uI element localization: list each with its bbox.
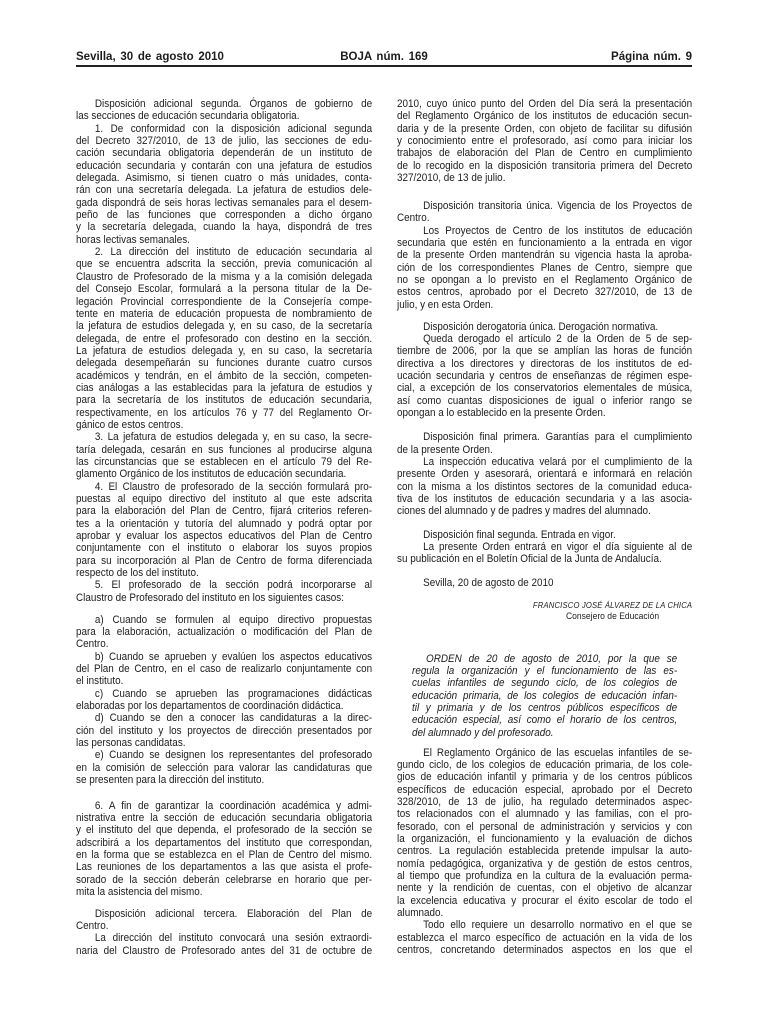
text-line: adscribirá a los departamentos del instituto que correspondan, [76,836,373,849]
text-line: cias análogas a las establecidas para la jefatura de estudios y [76,381,373,394]
list-item-case-b [76,651,372,688]
text-line: en la comisión de selección para valorar las candidaturas que [76,761,373,774]
text-line: directiva a los directores y directoras de los institutos de ed- [397,357,693,370]
text-line: d) Cuando se den a conocer las candidaturas a la direc- [94,712,373,725]
text-line: Disposición transitoria única. Vigencia de los Proyectos de [423,199,693,212]
paragraph-point-5 [76,579,372,604]
text-line: respecto de los del instituto. [76,567,199,580]
text-line: Los Proyectos de Centro de los institutos de educación [423,224,693,237]
text-line: delegada, de entre el profesorado con destino en la sección. [76,332,373,345]
paragraph-adicional-tercera [76,932,372,957]
text-line: en la forma que se establezca en el Plan de Centro del mismo. [76,848,373,861]
text-line: peño de las funciones que corresponden a dicho órgano [76,209,373,222]
text-line: delegada. Asimismo, si tienen cuatro o más unidades, conta- [76,172,373,185]
place-and-date [397,577,692,589]
text-line: y conocimiento entre el profesorado, así como para iniciar los [397,135,693,148]
text-line: para su incorporación al Plan de Centro de forma diferenciada [76,554,373,567]
text-line: El Reglamento Orgánico de las escuelas infantiles de se- [423,746,693,759]
text-line: julio, y en esta Orden. [397,298,494,311]
text-line: puestas al equipo directivo del instituto al que este adscrita [76,493,373,505]
text-line: así como cuantas disposiciones de igual o inferior rango se [397,394,693,407]
heading-disposicion-final-primera [397,431,692,456]
text-line: 4. El Claustro de profesorado de la sección formulará pro- [94,480,373,493]
text-line: b) Cuando se aprueben y evalúen los aspectos educativos [94,650,373,663]
heading-disposicion-derogatoria [397,321,692,333]
text-line: til y primaria y de los centros públicos específicos de [412,701,678,714]
text-line: nomía pedagógica, organizativa y de gestión de estos centros, [397,857,693,870]
list-item-case-c [76,688,372,713]
text-line: Queda derogado el artículo 2 de la Orden de 5 de sep- [423,332,693,345]
text-line: 6. A fin de garantizar la coordinación académica y admi- [94,799,373,812]
heading-disposicion-transitoria [397,200,692,225]
text-line: establezca el marco específico de actuación en la vida de los [397,931,693,944]
text-line: se presenten para la dirección del instituto. [76,774,265,787]
text-line: tiva de los institutos de educación secundaria y a las asocia- [397,493,693,506]
text-line: La dirección del instituto convocará una sesión extraordi- [94,932,373,945]
text-line: aprobar y evaluar los aspectos educativos del Plan de Centro [76,530,373,543]
text-line: la organización, el funcionamiento y la evaluación de dichos [397,832,693,845]
text-line: regula la organización y el funcionamiento de las es- [412,664,678,677]
paragraph-order-preamble-1 [397,747,692,920]
heading-disposicion-adicional-segunda [76,98,372,123]
text-line: gada dispondrá de seis horas lectivas semanales para el desem- [76,196,373,209]
text-line: el instituto. [76,675,124,688]
text-line: Centro. [76,919,109,932]
header-rule [76,65,692,67]
text-line: La presente Orden entrará en vigor el día siguiente al de [423,541,693,554]
text-line: horas lectivas semanales. [76,233,190,246]
text-line: las secciones de educación secundaria obligatoria. [76,110,300,123]
text-line: Las reuniones de los departamentos a las que asista el profe- [76,861,373,874]
paragraph-point-1 [76,123,372,246]
text-line: ción de los correspondientes Planes de Centro, siempre que [397,261,693,274]
text-line: tes a la orientación y tutoría del alumnado y podrá optar por [76,517,373,530]
text-line: ción del instituto y los proyectos de dirección presentados por [76,724,373,737]
text-line: específicos de educación especial, aprobado por el Decreto [397,783,693,796]
text-line: del Decreto 327/2010, de 13 de julio, las secciones de edu- [76,135,373,148]
heading-disposicion-final-segunda [397,529,692,541]
order-title [412,653,677,739]
signature [533,599,692,623]
text-line: cuelas infantiles de segundo ciclo, de los colegios de [412,677,678,690]
text-line: de la presente Orden mantendrán su vigencia hasta la aproba- [397,249,693,262]
text-line: Centro. [397,212,430,225]
text-line: 5. El profesorado de la sección podrá incorporarse al [94,579,373,592]
text-line: centros. La regulación establecida pretende impulsar la auto- [397,845,693,858]
text-line: su publicación en el Boletín Oficial de la Junta de Andalucía. [397,553,662,566]
paragraph-point-3 [76,431,372,480]
text-line: Claustro de Profesorado del instituto en los siguientes casos: [76,591,345,604]
text-line: ucación secundaria y centros de enseñanzas de régimen espe- [397,370,693,383]
text-line: cación secundaria obligatoria dependerán de un instituto de [76,147,373,160]
text-line: trabajos de elaboración del Plan de Centro en cumplimiento [397,147,693,160]
text-line: gundo ciclo, de los colegios de educación primaria, de los cole- [397,758,693,771]
text-line: educación primaria, de los colegios de educación infan- [412,689,678,702]
signatory-title: Consejero de Educación [565,610,660,622]
text-line: daria y de la presente Orden, con objeto de facilitar su difusión [397,122,693,135]
text-line: gánico de estos centros. [76,418,184,431]
text-line: delegada desempeñarán su funciones durante cuatro cursos [76,357,373,370]
text-line: no se opongan a lo previsto en el Reglamento Orgánico de [397,273,693,286]
paragraph-point-4 [76,481,372,580]
text-line: elaboradas por los departamentos de coordinación didáctica. [76,700,344,713]
header-bulletin-number: BOJA núm. 169 [340,51,428,63]
text-line: sorado de la sección deberán celebrarse en horario que per- [76,873,373,886]
text-line: ciones del alumnado y de padres y madres del alumnado. [397,505,651,518]
text-line: del Reglamento Orgánico de los institutos de educación secun- [397,110,693,123]
list-item-case-d [76,712,372,749]
text-line: e) Cuando se designen los representantes del profesorado [94,749,373,762]
text-line: Centro. [76,638,109,651]
text-line: académicos y tendrán, en el ámbito de la sección, competen- [76,369,373,382]
text-line: cial, a excepción de los conservatorios elementales de música, [397,382,693,395]
text-line: para la elaboración del Plan de Centro, fijará criterios referen- [76,505,373,518]
left-column [76,98,372,957]
place-date-line: Sevilla, 20 de agosto de 2010 [423,576,554,589]
text-line: alumnado. [397,906,444,919]
text-line: del alumnado y del profesorado. [412,726,554,739]
text-line: Disposición derogatoria única. Derogación normativa. [423,320,659,333]
text-line: Disposición adicional segunda. Órganos de gobierno de [94,98,373,110]
text-line: educación secundaria y contarán con una jefatura de estudios [76,159,373,172]
text-line: de lo recogido en la disposición transitoria primera del Decreto [397,159,693,172]
paragraph-order-preamble-2 [397,919,692,956]
list-item-case-e [76,749,372,786]
text-line: conjuntamente con el instituto o elaborar los suyos propios [76,542,373,555]
text-line: estos centros, aprobado por el Decreto 327/2010, de 13 de [397,286,693,299]
text-line: a) Cuando se formulen al equipo directivo propuestas [94,613,373,626]
text-line: 1. De conformidad con la disposición adicional segunda [94,122,373,135]
text-line: del Plan de Centro, en el caso de realizarlo conjuntamente con [76,663,373,676]
text-line: al tiempo que profundiza en la cultura de la evaluación perma- [397,869,693,882]
paragraph-final-segunda [397,541,692,566]
text-line: Disposición final primera. Garantías para el cumplimiento [423,431,693,444]
text-line: nente y la rendición de cuentas, con el objetivo de alcanzar [397,882,693,895]
paragraph-transitoria [397,225,692,311]
text-line: con la misma a los distintos sectores de la comunidad educa- [397,480,693,493]
text-line: del Consejo Escolar, formulará a la persona titular de la De- [76,283,373,296]
text-line: 2. La dirección del instituto de educación secundaria al [94,246,373,259]
text-line: legación Provincial correspondiente de la Consejería compe- [76,295,373,308]
text-line: 327/2010, de 13 de julio. [397,172,506,185]
right-column [397,98,692,956]
text-line: las personas candidatas. [76,737,186,750]
paragraph-final-primera [397,456,692,518]
text-line: tente en materia de educación propuesta de nombramiento de [76,307,373,320]
text-line: Claustro de Profesorado de la misma y a la comisión delegada [76,270,373,283]
text-line: centros, concretando determinados aspectos en los que el [397,944,693,956]
text-line: secundaria que estén en funcionamiento a la entrada en vigor [397,236,693,249]
paragraph-adicional-tercera-continued [397,98,692,184]
text-line: ORDEN de 20 de agosto de 2010, por la que se [426,652,678,665]
text-line: para la secretaría de los institutos de educación secundaria, [76,394,373,407]
text-line: que se encuentra adscrita la sección, previa comunicación al [76,258,373,271]
text-line: rán con una secretaría delegada. La jefatura de estudios dele- [76,184,373,197]
text-line: las circunstancias que se establecen en el artículo 79 del Re- [76,455,373,468]
paragraph-point-2 [76,246,372,431]
text-line: fesorado, con el personal de administración y servicios y con [397,820,693,833]
text-line: tos relacionados con el alumnado y las familias, con el pro- [397,808,693,821]
text-line: gios de educación infantil y primaria y de los centros públicos [397,771,693,784]
text-line: y el instituto del que dependa, el profesorado de la sección se [76,824,373,837]
text-line: Todo ello requiere un desarrollo normativo en el que se [423,919,693,932]
text-line: la jefatura de estudios delegada y, en su caso, de la secretaría [76,320,373,333]
text-line: 3. La jefatura de estudios delegada y, en su caso, la secre- [94,431,373,444]
text-line: nistrativa entre la sección de educación secundaria obligatoria [76,811,373,824]
text-line: taría delegada, cesarán en sus funciones al producirse alguna [76,443,373,456]
text-line: 2010, cuyo único punto del Orden del Día será la presentación [397,98,693,110]
signatory-name: FRANCISCO JOSÉ ÁLVAREZ DE LA CHICA [532,599,693,610]
text-line: respectivamente, en los artículos 76 y 77 del Reglamento Or- [76,406,373,419]
signature-block [397,599,692,623]
text-line: Disposición final segunda. Entrada en vigor. [423,528,616,541]
text-line: Disposición adicional tercera. Elaboración del Plan de [94,907,373,920]
text-line: opongan a lo establecido en la presente Orden. [397,407,606,420]
text-line: tiembre de 2006, por la que se amplían las horas de función [397,345,693,358]
heading-disposicion-adicional-tercera [76,908,372,933]
paragraph-point-6 [76,800,372,899]
text-line: para la elaboración, actualización o modificación del Plan de [76,626,373,639]
paragraph-derogatoria [397,333,692,419]
text-line: presente Orden y asesorará, orientará e informará en relación [397,468,693,481]
text-line: glamento Orgánico de los institutos de educación secundaria. [76,468,347,481]
list-item-case-a [76,614,372,651]
text-line: y la secretaría delegada, cuando la haya, dispondrá de tres [76,221,373,234]
text-line: la excelencia educativa y procurar el éxito escolar de todo el [397,894,693,907]
text-line: mita la asistencia del mismo. [76,886,203,898]
header-date: Sevilla, 30 de agosto 2010 [76,51,224,63]
text-line: La jefatura de estudios delegada y, en su caso, la secretaría [76,344,373,357]
header-page-number: Página núm. 9 [611,51,692,63]
text-line: c) Cuando se aprueben las programaciones didácticas [94,687,373,700]
text-line: 328/2010, de 13 de julio, ha regulado determinados aspec- [397,795,693,808]
text-line: de la presente Orden. [397,443,493,456]
text-line: naria del Claustro de Profesorado antes del 31 de octubre de [76,944,373,957]
text-line: La inspección educativa velará por el cumplimiento de la [423,456,693,469]
text-line: educación especial, así como el horario de los centros, [412,714,678,727]
